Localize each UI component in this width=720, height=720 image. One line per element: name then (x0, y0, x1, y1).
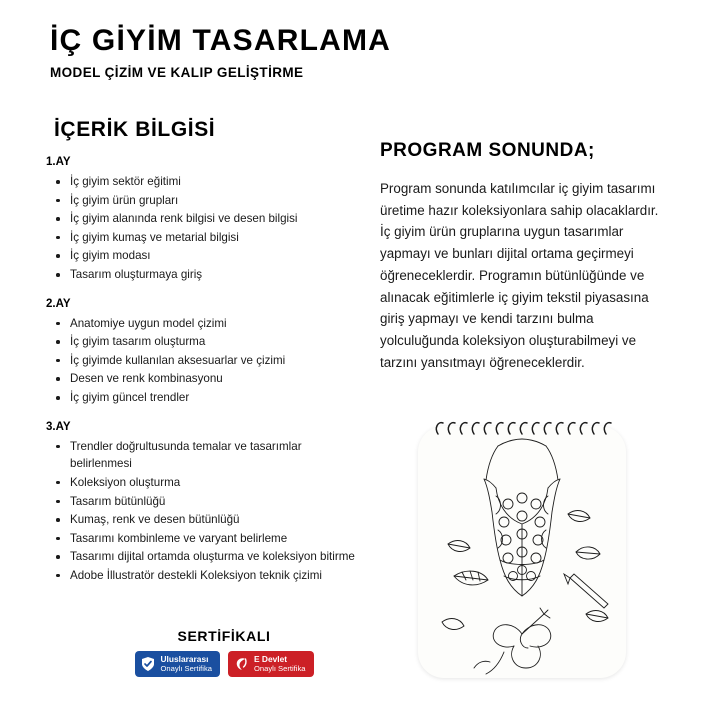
badge-text (161, 655, 213, 673)
program-column (380, 140, 670, 373)
certificate-badges (108, 651, 340, 677)
sketch-card (418, 426, 626, 678)
list-item: İç giyim tasarım oluşturma (46, 333, 358, 351)
spiral-binding-icon (432, 418, 614, 438)
month-block-2 (46, 298, 358, 407)
list-item: Adobe İllustratör destekli Koleksiyon teknik çizimi (46, 567, 358, 585)
badge-line-1: E Devlet (254, 654, 288, 664)
program-heading: PROGRAM SONUNDA; (380, 140, 595, 161)
month-block-3 (46, 421, 358, 585)
header (50, 24, 391, 80)
list-item: Tasarımı kombinleme ve varyant belirleme (46, 530, 358, 548)
list-item: İç giyimde kullanılan aksesuarlar ve çizimi (46, 352, 358, 370)
badge-edevlet (228, 651, 314, 677)
list-item: İç giyim sektör eğitimi (46, 173, 358, 191)
sketchbook-illustration (404, 414, 644, 686)
list-item: Tasarım oluşturmaya giriş (46, 266, 358, 284)
badge-line-2: Onaylı Sertifika (160, 663, 212, 673)
check-shield-icon (140, 656, 156, 672)
month-item-list (46, 438, 358, 585)
badge-international (135, 651, 221, 677)
content-section-title: İÇERİK BİLGİSİ (54, 118, 216, 141)
page-subtitle: MODEL ÇİZİM VE KALIP GELİŞTİRME (50, 65, 304, 80)
list-item: Trendler doğrultusunda temalar ve tasarımlar belirlenmesi (46, 438, 358, 473)
list-item: İç giyim alanında renk bilgisi ve desen bilgisi (46, 210, 358, 228)
certificates-title: SERTİFİKALI (177, 628, 271, 644)
month-label: 2.AY (46, 297, 71, 310)
content-column (46, 118, 358, 599)
list-item: İç giyim modası (46, 247, 358, 265)
month-block-1 (46, 156, 358, 284)
month-label: 1.AY (46, 156, 71, 168)
list-item: Koleksiyon oluşturma (46, 474, 358, 492)
badge-text (254, 655, 306, 673)
month-item-list (46, 315, 358, 407)
list-item: İç giyim kumaş ve metarial bilgisi (46, 229, 358, 247)
e-devlet-icon (233, 656, 249, 672)
list-item: Desen ve renk kombinasyonu (46, 370, 358, 388)
list-item: Tasarım bütünlüğü (46, 493, 358, 511)
program-body: Program sonunda katılımcılar iç giyim tasarımı üretime hazır koleksiyonlara sahip olacaklardır. İç giyim ürün gruplarına uygun tasarımlar yapmayı ve bunları dijital ortama geçirmeyi öğreneceklerdir. Programın bütünlüğünde ve alınacak eğitimlerle iç giyim tekstil piyasasına giriş yapmayı ve kendi tarzını bulma yolculuğunda koleksiyon oluşturabilmeyi ve tarzını yansıtmayı öğreneceklerdir. (380, 181, 659, 370)
lingerie-sketch-svg (418, 426, 626, 678)
badge-line-2: Onaylı Sertifika (254, 663, 306, 673)
badge-line-1: Uluslararası (160, 654, 209, 664)
list-item: İç giyim güncel trendler (46, 389, 358, 407)
certificates-section (108, 628, 340, 677)
list-item: Kumaş, renk ve desen bütünlüğü (46, 511, 358, 529)
month-label: 3.AY (46, 420, 71, 433)
page-title: İÇ GİYİM TASARLAMA (50, 24, 392, 57)
list-item: Anatomiye uygun model çizimi (46, 315, 358, 333)
list-item: Tasarımı dijital ortamda oluşturma ve koleksiyon bitirme (46, 548, 358, 566)
list-item: İç giyim ürün grupları (46, 192, 358, 210)
month-item-list (46, 173, 358, 284)
